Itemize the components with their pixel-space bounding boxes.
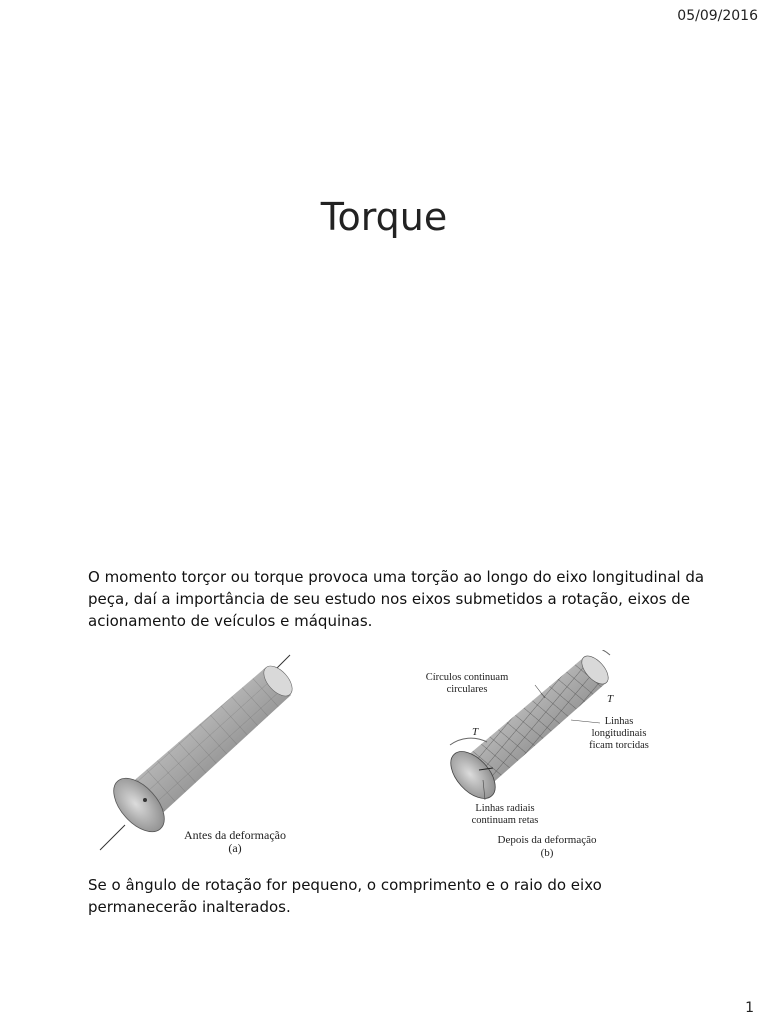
label-radial-line2: continuam retas bbox=[471, 815, 539, 826]
caption-before: Antes da deformação bbox=[184, 828, 286, 842]
caption-a: (a) bbox=[228, 841, 242, 855]
caption-b: (b) bbox=[540, 847, 554, 859]
label-circles-line2: circulares bbox=[446, 684, 488, 695]
label-radial-line1: Linhas radiais bbox=[475, 803, 535, 814]
torque-symbol-top: T bbox=[607, 693, 614, 705]
label-longitudinal-line3: ficam torcidas bbox=[589, 740, 649, 751]
intro-paragraph: O momento torçor ou torque provoca uma torção ao longo do eixo longitudinal da peça, daí a importância de seu estudo nos eixos submetidos a rotação, eixos de acionamento de veículos e máquinas. bbox=[88, 568, 705, 630]
label-longitudinal-line2: longitudinais bbox=[591, 728, 647, 739]
date-header: 05/09/2016 bbox=[677, 8, 758, 24]
undeformed-shaft-drawing bbox=[100, 655, 297, 850]
torque-symbol-bottom: T bbox=[472, 726, 479, 738]
page-number: 1 bbox=[745, 1000, 754, 1016]
label-circles-line1: Círculos continuam bbox=[425, 672, 509, 683]
shaft-deformation-figure bbox=[95, 650, 685, 865]
label-longitudinal-line1: Linhas bbox=[604, 716, 634, 727]
slide-title: Torque bbox=[320, 195, 448, 239]
conclusion-paragraph: Se o ângulo de rotação for pequeno, o comprimento e o raio do eixo permanecerão inalterados. bbox=[88, 876, 602, 916]
caption-after: Depois da deformação bbox=[497, 834, 597, 846]
